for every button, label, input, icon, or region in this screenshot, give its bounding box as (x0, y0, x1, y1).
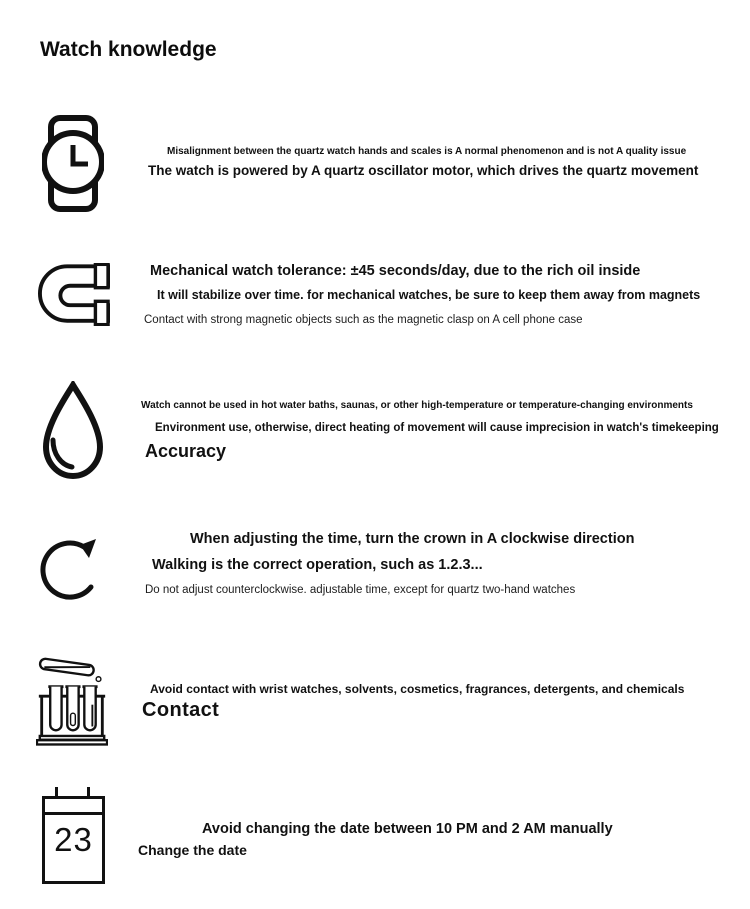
magnet-icon (38, 263, 110, 326)
quartz-misalignment-note: Misalignment between the quartz watch hands and scales is A normal phenomenon and is not A quality issue (167, 146, 687, 157)
calendar-icon (42, 787, 105, 884)
clockwise-arrow-icon (38, 524, 106, 608)
quartz-movement-text: The watch is powered by A quartz oscillator motor, which drives the quartz movement (148, 163, 699, 178)
calendar-page (42, 796, 105, 884)
hot-water-warning-text: Watch cannot be used in hot water baths, saunas, or other high-temperature or temperature-changing environments (141, 400, 693, 411)
walking-operation-text: Walking is the correct operation, such as 1.2.3... (152, 557, 483, 573)
wristwatch-icon (42, 115, 104, 212)
calendar-header-band (45, 799, 102, 815)
crown-clockwise-text: When adjusting the time, turn the crown in A clockwise direction (190, 531, 635, 547)
environment-warning-text: Environment use, otherwise, direct heating of movement will cause imprecision in watch's timekeeping (155, 422, 719, 434)
date-change-warning-text: Avoid changing the date between 10 PM and 2 AM manually (202, 821, 613, 837)
test-tubes-icon (36, 652, 108, 746)
calendar-day-number: 23 (54, 821, 93, 858)
counterclockwise-warning-text: Do not adjust counterclockwise. adjustable time, except for quartz two-hand watches (145, 584, 576, 596)
magnet-contact-text: Contact with strong magnetic objects such as the magnetic clasp on A cell phone case (144, 314, 583, 326)
change-date-heading: Change the date (138, 842, 247, 858)
water-drop-icon (40, 381, 106, 481)
page-title: Watch knowledge (40, 38, 217, 61)
chemicals-warning-text: Avoid contact with wrist watches, solvents, cosmetics, fragrances, detergents, and chemicals (150, 682, 685, 696)
magnet-stabilize-text: It will stabilize over time. for mechanical watches, be sure to keep them away from magnets (157, 288, 701, 302)
contact-heading: Contact (142, 699, 220, 721)
accuracy-heading: Accuracy (145, 441, 227, 461)
magnet-tolerance-text: Mechanical watch tolerance: ±45 seconds/day, due to the rich oil inside (150, 263, 641, 279)
